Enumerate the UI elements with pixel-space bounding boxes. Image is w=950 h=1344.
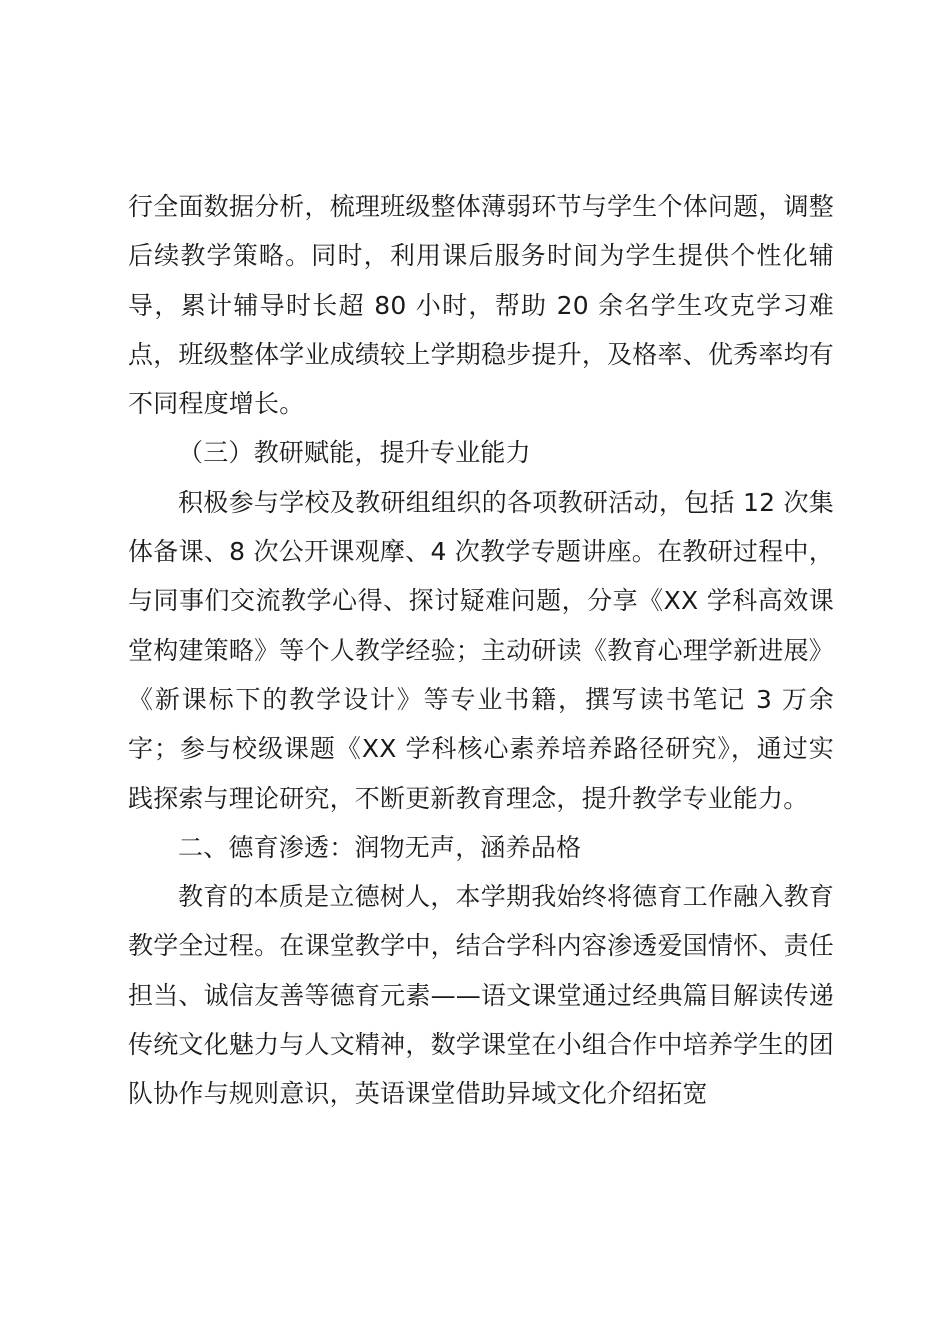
document-body xyxy=(128,182,834,1119)
paragraph-teaching-results: 行全面数据分析，梳理班级整体薄弱环节与学生个体问题，调整后续教学策略。同时，利用课后服务时间为学生提供个性化辅导，累计辅导时长超 80 小时，帮助 20 余名学生攻克学习难点，班级整体学业成绩较上学期稳步提升，及格率、优秀率均有不同程度增长。 xyxy=(128,192,834,419)
subheading-teaching-research: （三）教研赋能，提升专业能力 xyxy=(178,438,531,468)
heading-moral-education: 二、德育渗透：润物无声，涵养品格 xyxy=(178,832,582,862)
paragraph-moral-education: 教育的本质是立德树人，本学期我始终将德育工作融入教育教学全过程。在课堂教学中，结合学科内容渗透爱国情怀、责任担当、诚信友善等德育元素——语文课堂通过经典篇目解读传递传统文化魅力与人文精神，数学课堂在小组合作中培养学生的团队协作与规则意识，英语课堂借助异域文化介绍拓宽 xyxy=(128,882,834,1109)
paragraph-teaching-research: 积极参与学校及教研组组织的各项教研活动，包括 12 次集体备课、8 次公开课观摩、4 次教学专题讲座。在教研过程中，与同事们交流教学心得、探讨疑难问题，分享《XX 学科高效课堂构建策略》等个人教学经验；主动研读《教育心理学新进展》《新课标下的教学设计》等专业书籍，撰写读书笔记 3 万余字；参与校级课题《XX 学科核心素养培养路径研究》，通过实践探索与理论研究，不断更新教育理念，提升教学专业能力。 xyxy=(128,487,834,813)
